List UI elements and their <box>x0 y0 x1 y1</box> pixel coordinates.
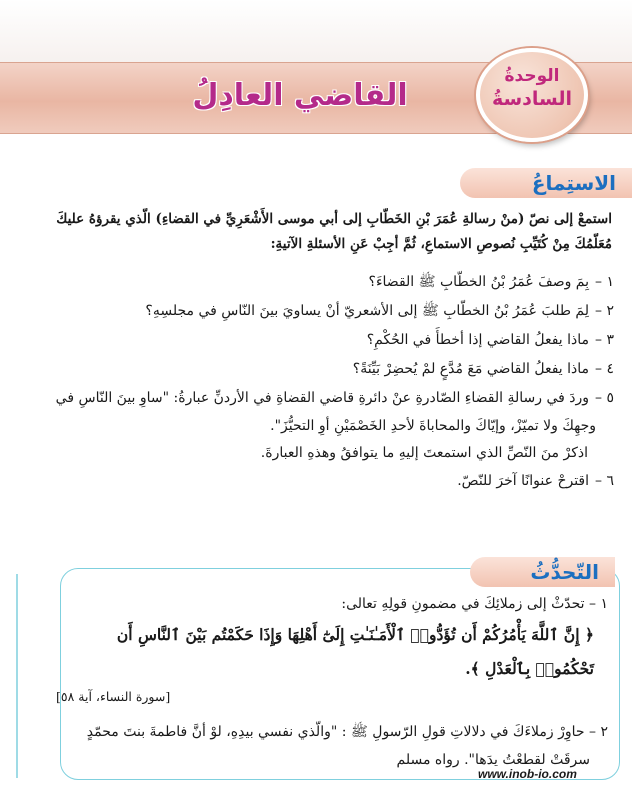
speaking-section-tab: التّحدُّثُ <box>470 557 615 587</box>
question-5-instruction: اذكرْ منَ النّصِّ الذي استمعتَ إليهِ ما يتوافقُ وهذهِ العبارةَ. <box>260 445 588 461</box>
question-6: ٦ –اقترحْ عنوانًا آخرَ للنّصّ. <box>457 473 614 489</box>
unit-title: القاضي العادِلُ <box>192 78 408 113</box>
question-5: ٥ –وردَ في رسالةِ القضاءِ الصّادرةِ عنْ دائرةِ قاضي القضاةِ في الأردنِّ عبارةُ: "ساوِ بينَ النّاسِ في <box>55 390 614 406</box>
badge-line-2: السادسةُ <box>491 88 573 110</box>
listening-section-tab: الاستِماعُ <box>460 168 632 198</box>
speaking-item-2: ٢ – حاوِرْ زملاءَكَ في دلالاتِ قولِ الرّسولِ ﷺ : "والّذي نفسي بيدِهِ، لوْ أنَّ فاطمةَ بنتَ محمّدٍ <box>86 724 608 740</box>
question-1: ١ –بِمَ وصفَ عُمَرُ بْنُ الخطّابِ ﷺ القضاءَ؟ <box>368 274 614 290</box>
speaking-item-1: ١ – تحدّثْ إلى زملائِكَ في مضمونِ قولِهِ تعالى: <box>341 596 608 612</box>
verse-reference: [سورة النساء، آية ٥٨] <box>56 689 171 704</box>
listening-intro: استمعْ إلى نصّ (منْ رسالةِ عُمَرَ بْنِ الخَطّابِ إلى أبي موسى الأَشْعَرِيِّ في القضاءِ) الّذي يقرؤهُ عليكَ مُعَلّمُكَ مِنْ كُتَيِّبِ نُصوصِ الاستماعِ، ثُمَّ أجِبْ عَنِ الأسئلةِ الآتيةِ: <box>56 211 612 252</box>
badge-line-1: الوحدةُ <box>504 66 560 86</box>
question-3: ٣ –ماذا يفعلُ القاضي إذا أخطأَ في الحُكْمِ؟ <box>366 332 614 348</box>
question-4: ٤ –ماذا يفعلُ القاضي مَعَ مُدَّعٍ لمْ يُحضِرْ بَيِّنَةً؟ <box>352 361 614 377</box>
listening-questions <box>26 268 614 496</box>
speaking-side-rule <box>16 574 18 778</box>
unit-badge <box>476 48 588 142</box>
site-watermark: www.inob-io.com <box>478 767 577 781</box>
speaking-item-2-continued: سرقَتْ لقطعْتُ يدَها". رواه مسلم <box>396 752 590 768</box>
quran-verse: ﴿ إِنَّ ٱللَّهَ يَأْمُرُكُمْ أَن تُؤَدُّوا۟ ٱلْأَمَـٰنَـٰتِ إِلَىٰٓ أَهْلِهَا وَإِذَا حَكَمْتُم بَيْنَ ٱلنَّاسِ أَن تَحْكُمُوا۟ بِٱلْعَدْلِ ﴾. <box>116 625 594 678</box>
speaking-content <box>56 590 608 774</box>
question-5-continued: وجهِكَ ولا تميّزْ، وإيّاكَ والمحاباةَ لأحدِ الخَصْمَيْنِ أوِ التحيُّزَ". <box>270 418 596 434</box>
question-2: ٢ –لِمَ طلبَ عُمَرُ بْنُ الخطّابِ ﷺ إلى الأشعريّ أنْ يساويَ بينَ النّاسِ في مجلسِهِ؟ <box>145 303 614 319</box>
